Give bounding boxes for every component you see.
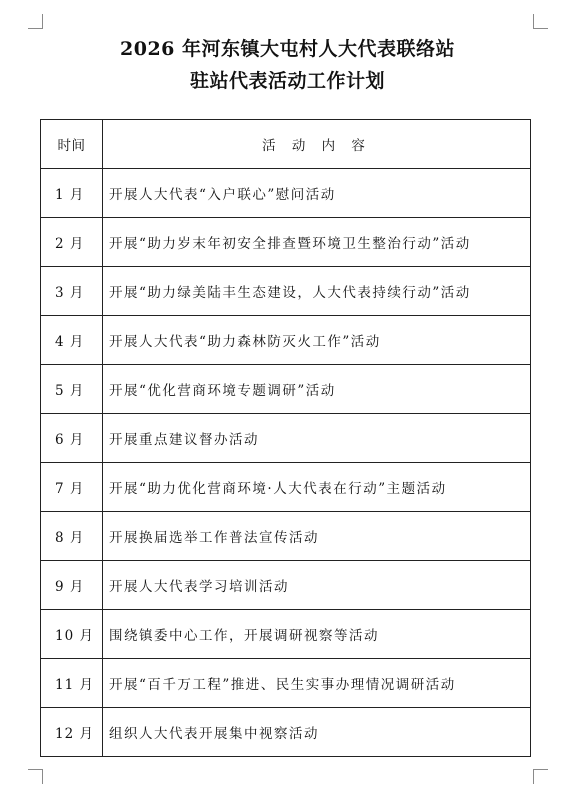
table-row <box>41 561 531 610</box>
row-month: 7 月 <box>41 463 103 512</box>
table-row <box>41 267 531 316</box>
row-content: 开展“助力绿美陆丰生态建设，人大代表持续行动”活动 <box>103 267 531 316</box>
row-month: 6 月 <box>41 414 103 463</box>
table-row <box>41 316 531 365</box>
table-row <box>41 218 531 267</box>
crop-mark-bottom-left <box>28 769 43 784</box>
crop-mark-top-left <box>28 14 43 29</box>
table-row <box>41 414 531 463</box>
row-month: 11 月 <box>41 659 103 708</box>
row-content: 组织人大代表开展集中视察活动 <box>103 708 531 757</box>
row-content: 围绕镇委中心工作，开展调研视察等活动 <box>103 610 531 659</box>
row-month: 10 月 <box>41 610 103 659</box>
header-time: 时间 <box>41 120 103 169</box>
row-month: 3 月 <box>41 267 103 316</box>
document-title-line-1: 2026 年河东镇大屯村人大代表联络站 <box>120 38 455 60</box>
crop-mark-top-right <box>533 14 548 29</box>
table-row <box>41 365 531 414</box>
row-month: 12 月 <box>41 708 103 757</box>
row-content: 开展“优化营商环境专题调研”活动 <box>103 365 531 414</box>
table-row <box>41 708 531 757</box>
row-content: 开展重点建议督办活动 <box>103 414 531 463</box>
row-content: 开展“百千万工程”推进、民生实事办理情况调研活动 <box>103 659 531 708</box>
table-row <box>41 512 531 561</box>
row-content: 开展人大代表学习培训活动 <box>103 561 531 610</box>
row-month: 8 月 <box>41 512 103 561</box>
row-month: 2 月 <box>41 218 103 267</box>
table-row <box>41 463 531 512</box>
table-row <box>41 659 531 708</box>
row-content: 开展人大代表“入户联心”慰问活动 <box>103 169 531 218</box>
row-month: 4 月 <box>41 316 103 365</box>
activity-plan-table <box>40 119 531 757</box>
row-month: 1 月 <box>41 169 103 218</box>
crop-mark-bottom-right <box>533 769 548 784</box>
table-row <box>41 610 531 659</box>
row-month: 9 月 <box>41 561 103 610</box>
header-content: 活 动 内 容 <box>103 120 531 169</box>
row-content: 开展“助力优化营商环境·人大代表在行动”主题活动 <box>103 463 531 512</box>
document-title-line-2: 驻站代表活动工作计划 <box>189 70 385 92</box>
row-content: 开展换届选举工作普法宣传活动 <box>103 512 531 561</box>
table-row <box>41 169 531 218</box>
table-header-row <box>41 120 531 169</box>
row-content: 开展“助力岁末年初安全排查暨环境卫生整治行动”活动 <box>103 218 531 267</box>
row-month: 5 月 <box>41 365 103 414</box>
row-content: 开展人大代表“助力森林防灭火工作”活动 <box>103 316 531 365</box>
